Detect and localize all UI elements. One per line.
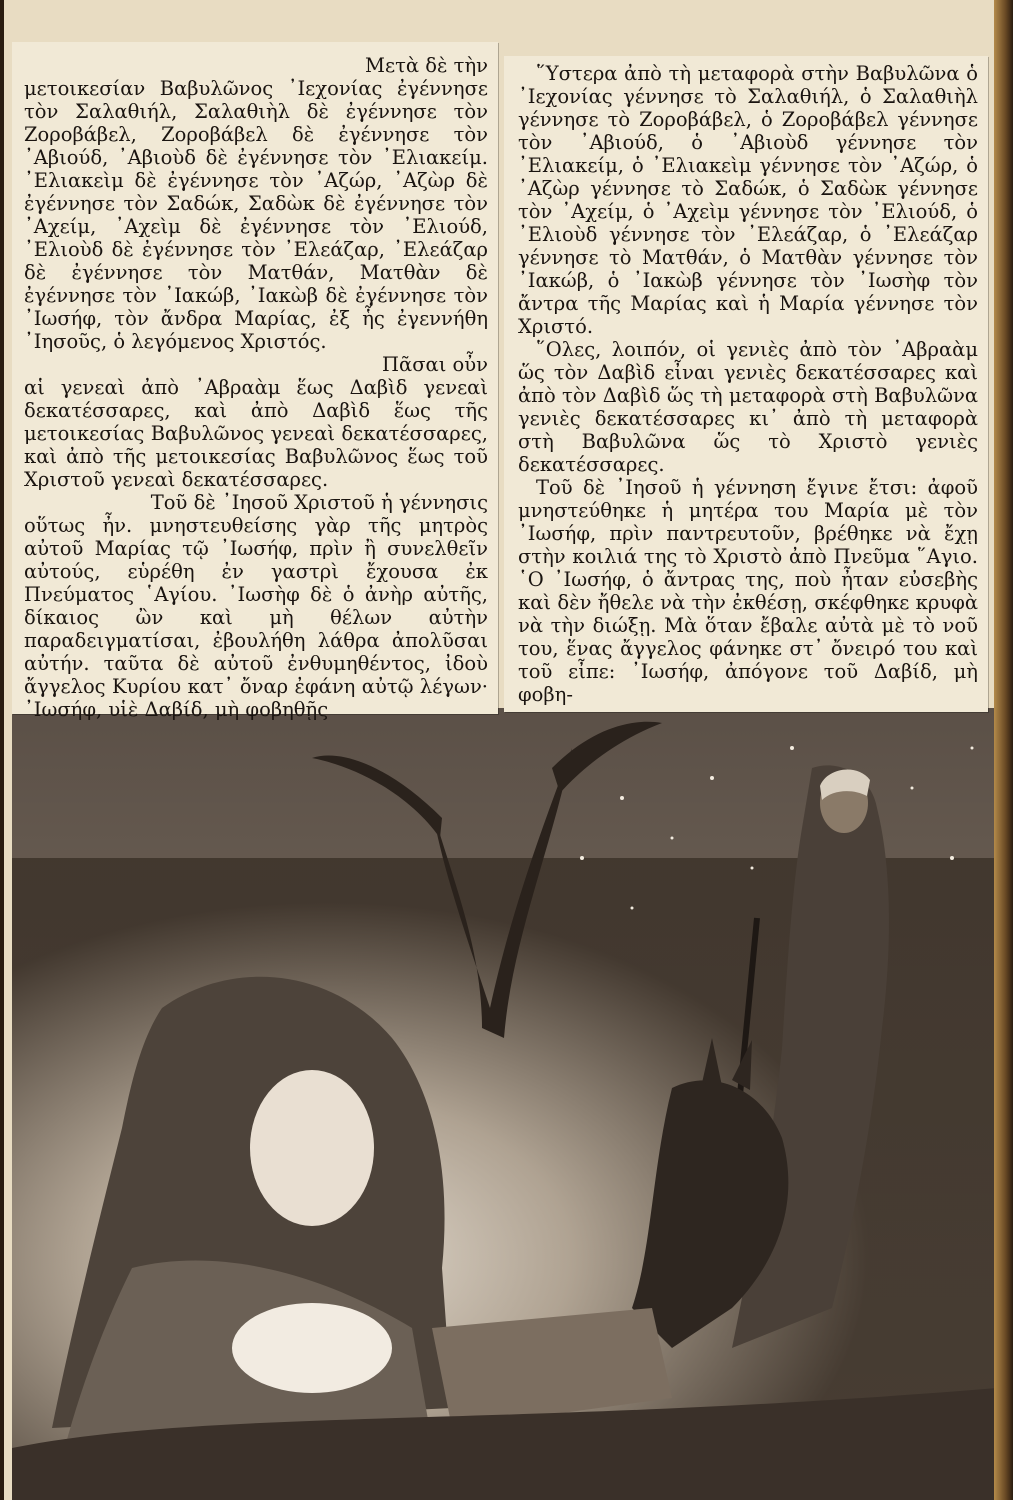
magazine-page	[4, 0, 1005, 1500]
paragraph-opening: Πᾶσαι οὖν	[382, 353, 488, 376]
infant-jesus	[232, 1303, 392, 1393]
paragraph-opening: Μετὰ δὲ τὴν	[365, 54, 488, 77]
paragraph-text: μετοικεσίαν Βαβυλῶνος ᾿Ιεχονίας ἐγέννησε τὸν Σαλαθιήλ, Σαλαθιὴλ δὲ ἐγέννησε τὸν Ζοροβάβελ, Ζοροβάβελ δὲ ἐγέννησε τὸν ᾿Αβιούδ, ᾿Αβιοὺδ δὲ ἐγέννησε τὸν ᾿Ελιακείμ. ᾿Ελιακεὶμ δὲ ἐγέννησε τὸν ᾿Αζώρ, ᾿Αζὼρ δὲ ἐγέννησε τὸν Σαδώκ, Σαδὼκ δὲ ἐγέννησε τὸν ᾿Αχείμ, ᾿Αχεὶμ δὲ ἐγέννησε τὸν ᾿Ελιούδ, ᾿Ελιοὺδ δὲ ἐγέννησε τὸν ᾿Ελεάζαρ, ᾿Ελεάζαρ δὲ ἐγέννησε τὸν Ματθάν, Ματθὰν δὲ ἐγέννησε τὸν ᾿Ιακώβ, ᾿Ιακὼβ δὲ ἐγέννησε τὸν ᾿Ιωσήφ, τὸν ἄνδρα Μαρίας, ἐξ ἧς ἐγεννήθη ᾿Ιησοῦς, ὁ λεγόμενος Χριστός.	[24, 77, 488, 353]
paragraph-text: οὕτως ἦν. μνηστευθείσης γὰρ τῆς μητρὸς αὐτοῦ Μαρίας τῷ ᾿Ιωσήφ, πρὶν ἢ συνελθεῖν αὐτούς, εὑρέθη ἐν γαστρὶ ἔχουσα ἐκ Πνεύματος ῾Αγίου. ᾿Ιωσὴφ δὲ ὁ ἀνὴρ αὐτῆς, δίκαιος ὢν καὶ μὴ θέλων αὐτὴν παραδειγματίσαι, ἐβουλήθη λάθρα ἀπολῦσαι αὐτήν. ταῦτα δὲ αὐτοῦ ἐνθυμηθέντος, ἰδοὺ ἄγγελος Κυρίου κατ᾿ ὄναρ ἐφάνη αὐτῷ λέγων· ᾿Ιωσήφ, υἱὲ Δαβίδ, μὴ φοβηθῇς	[24, 514, 488, 721]
paragraph-text: Τοῦ δὲ ᾿Ιησοῦ ἡ γέννηση ἔγινε ἔτσι: ἀφοῦ μνηστεύθηκε ἡ μητέρα του Μαρία μὲ τὸν ᾿Ιωσήφ, πρὶν παντρευτοῦν, βρέθηκε νὰ ἔχῃ στὴν κοιλιά της τὸ Χριστὸ ἀπὸ Πνεῦμα ῞Αγιο. ῾Ο ᾿Ιωσήφ, ὁ ἄντρας της, ποὺ ἦταν εὐσεβὴς καὶ δὲν ἤθελε νὰ τὴν ἐκθέσῃ, σκέφθηκε κρυφὰ νὰ τὴν διώξῃ. Μὰ ὅταν ἔβαλε αὐτὰ μὲ τὸ νοῦ του, ἕνας ἄγγελος φάνηκε στ᾿ ὄνειρό του καὶ τοῦ εἶπε: ᾿Ιωσήφ, ἀπόγονε τοῦ Δαβίδ, μὴ φοβη-	[518, 476, 978, 706]
paragraph-text: ῞Ολες, λοιπόν, οἱ γενιὲς ἀπὸ τὸν ᾿Αβραὰμ ὥς τὸν Δαβὶδ εἶναι γενιὲς δεκατέσσαρες καὶ ἀπὸ τὸν Δαβὶδ ὥς τὴ μεταφορὰ στὴ Βαβυλῶνα γενιὲς δεκατέσσαρες κι᾿ ἀπὸ τὴ μεταφορὰ στὴ Βαβυλῶνα ὥς τὸ Χριστὸ γενιὲς δεκατέσσαρες.	[518, 338, 978, 476]
nativity-illustration	[12, 708, 997, 1500]
paragraph-text: ῞Υστερα ἀπὸ τὴ μεταφορὰ στὴν Βαβυλῶνα ὁ ᾿Ιεχονίας γέννησε τὸ Σαλαθιήλ, ὁ Σαλαθιὴλ γέννησε τὸ Ζοροβάβελ, ὁ Ζοροβάβελ γέννησε τὸν ᾿Αβιούδ, ὁ ᾿Αβιοὺδ γέννησε τὸν ᾿Ελιακείμ, ὁ ᾿Ελιακεὶμ γέννησε τὸν ᾿Αζώρ, ὁ ᾿Αζὼρ γέννησε τὸ Σαδώκ, ὁ Σαδὼκ γέννησε τὸν ᾿Αχείμ, ὁ ᾿Αχεὶμ γέννησε τὸν ᾿Ελιούδ, ὁ ᾿Ελιοὺδ γέννησε τὸν ᾿Ελεάζαρ, ὁ ᾿Ελεάζαρ γέννησε τὸ Ματθάν, ὁ Ματθὰν γέννησε τὸν ᾿Ιακώβ, ὁ ᾿Ιακὼβ γέννησε τὸν ᾿Ιωσὴφ τὸν ἄντρα τῆς Μαρίας καὶ ἡ Μαρία γέννησε τὸν Χριστό.	[518, 62, 978, 338]
greek-original-column	[12, 42, 498, 721]
paragraph-opening: Τοῦ δὲ ᾿Ιησοῦ Χριστοῦ ἡ γέννησις	[150, 491, 488, 514]
modern-translation-column	[504, 56, 988, 712]
mary-face	[250, 1070, 374, 1226]
page-edge	[994, 0, 1013, 1500]
paragraph-text: αἱ γενεαὶ ἀπὸ ᾿Αβραὰμ ἕως Δαβὶδ γενεαὶ δεκατέσσαρες, καὶ ἀπὸ Δαβὶδ ἕως τῆς μετοικεσίας Βαβυλῶνος γενεαὶ δεκατέσσαρες, καὶ ἀπὸ τῆς μετοικεσίας Βαβυλῶνος ἕως τοῦ Χριστοῦ γενεαὶ δεκατέσσαρες.	[24, 376, 488, 491]
